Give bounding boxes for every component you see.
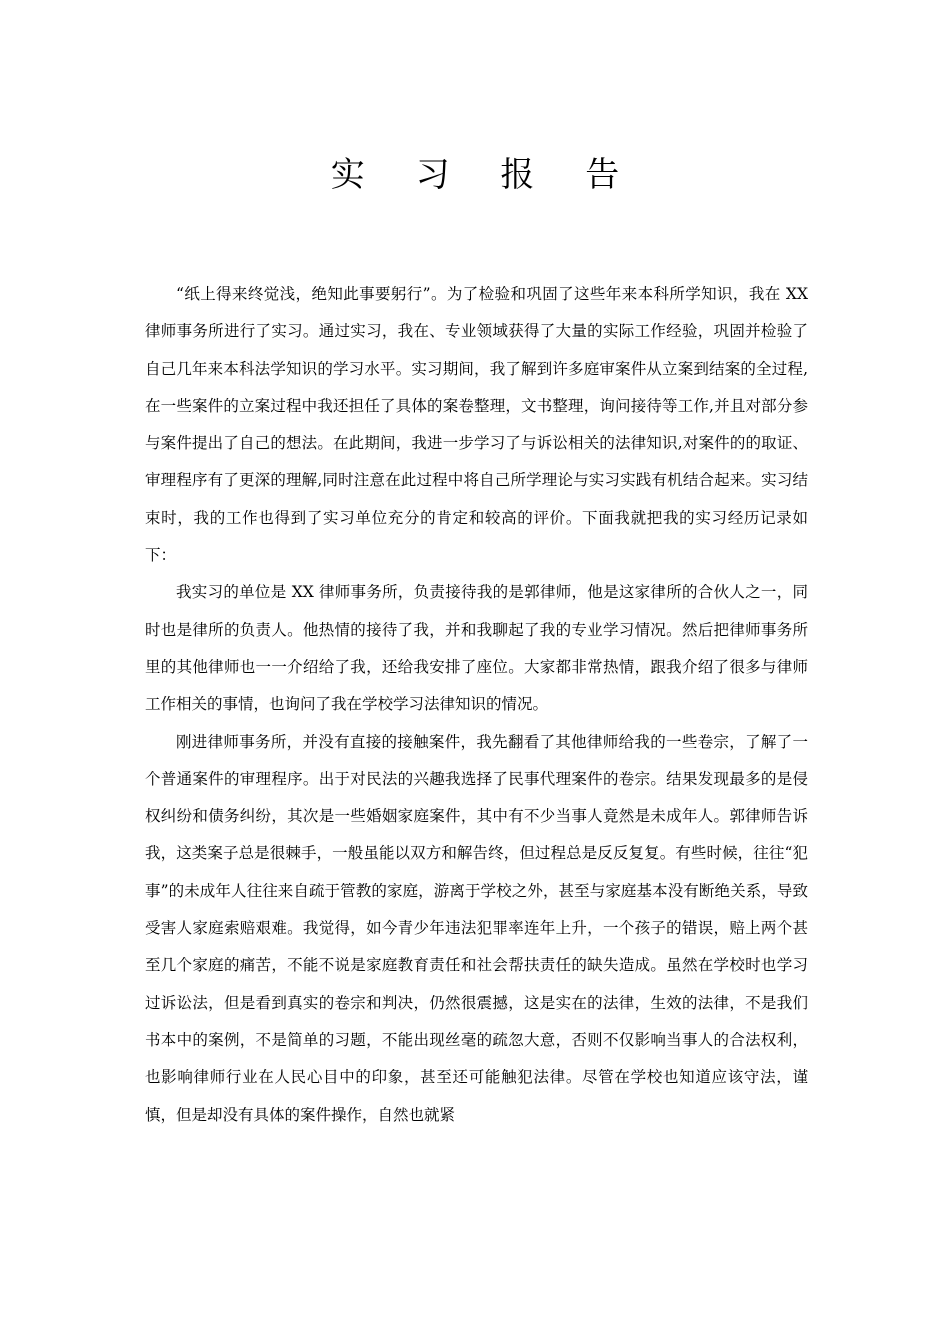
document-title: 实 习 报 告 — [330, 155, 640, 195]
paragraph-case-review: 刚进律师事务所，并没有直接的接触案件，我先翻看了其他律师给我的一些卷宗，了解了一个普通案件的审理程序。出于对民法的兴趣我选择了民事代理案件的卷宗。结果发现最多的是侵权纠纷和债务纠纷，其次是一些婚姻家庭案件，其中有不少当事人竟然是未成年人。郭律师告诉我，这类案子总是很棘手，一般虽能以双方和解告终，但过程总是反反复复。有些时候，往往“犯事”的未成年人往往来自疏于管教的家庭，游离于学校之外，甚至与家庭基本没有断绝关系，导致受害人家庭索赔艰难。我觉得，如今青少年违法犯罪率连年上升，一个孩子的错误，赔上两个甚至几个家庭的痛苦，不能不说是家庭教育责任和社会帮扶责任的缺失造成。虽然在学校时也学习过诉讼法，但是看到真实的卷宗和判决，仍然很震撼，这是实在的法律，生效的法律，不是我们书本中的案例，不是简单的习题，不能出现丝毫的疏忽大意，否则不仅影响当事人的合法权利，也影响律师行业在人民心目中的印象，甚至还可能触犯法律。尽管在学校也知道应该守法，谨慎，但是却没有具体的案件操作，自然也就紧 — [145, 732, 808, 1124]
paragraph-intro: “纸上得来终觉浅，绝知此事要躬行”。为了检验和巩固了这些年来本科所学知识，我在 XX 律师事务所进行了实习。通过实习，我在、专业领域获得了大量的实际工作经验，巩固并检验了自己几年来本科法学知识的学习水平。实习期间，我了解到许多庭审案件从立案到结案的全过程,在一些案件的立案过程中我还担任了具体的案卷整理，文书整理，询问接待等工作,并且对部分参与案件提出了自己的想法。在此期间，我进一步学习了与诉讼相关的法律知识,对案件的的取证、审理程序有了更深的理解,同时注意在此过程中将自己所学理论与实习实践有机结合起来。实习结束时，我的工作也得到了实习单位充分的肯定和较高的评价。下面我就把我的实习经历记录如下： — [145, 285, 808, 565]
paragraph-internship-unit: 我实习的单位是 XX 律师事务所，负责接待我的是郭律师，他是这家律所的合伙人之一，同时也是律所的负责人。他热情的接待了我，并和我聊起了我的专业学习情况。然后把律师事务所里的其他律师也一一介绍给了我，还给我安排了座位。大家都非常热情，跟我介绍了很多与律师工作相关的事情，也询问了我在学校学习法律知识的情况。 — [145, 583, 808, 714]
document-body — [145, 276, 808, 1134]
